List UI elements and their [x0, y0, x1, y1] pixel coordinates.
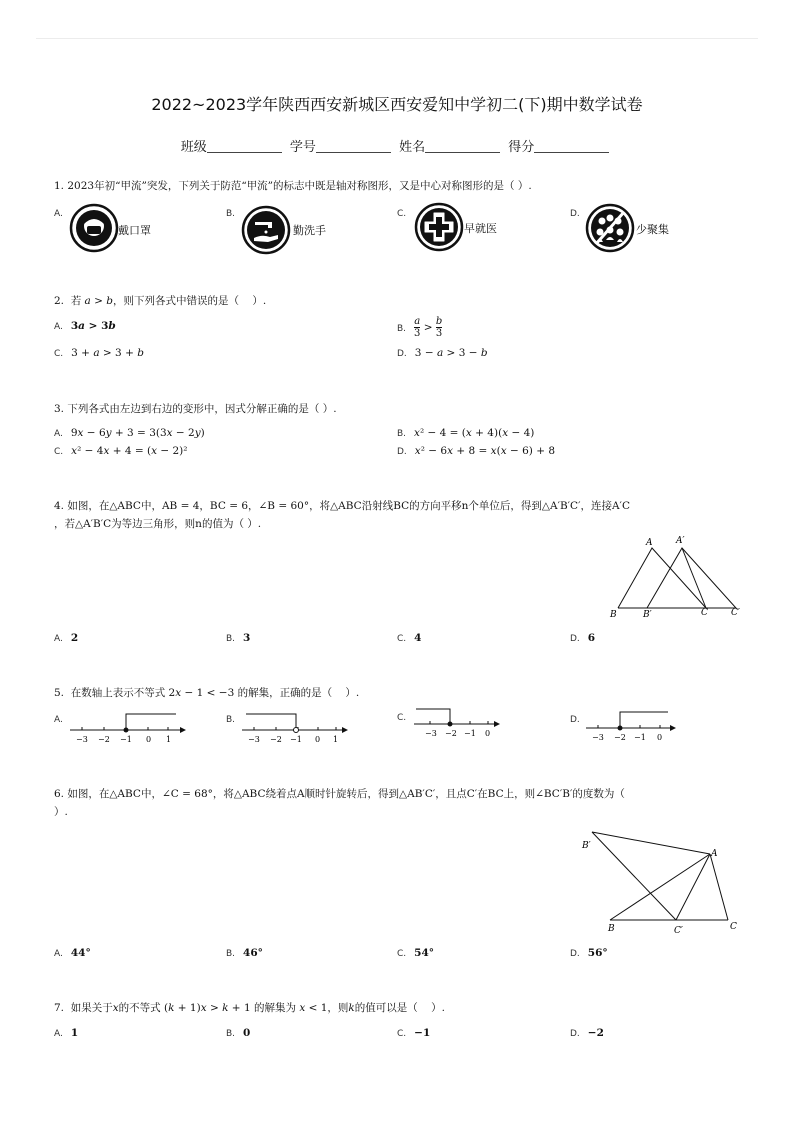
- question-3-stem: 3. 下列各式由左边到右边的变形中，因式分解正确的是（ ）.: [54, 403, 337, 415]
- class-label: 班级: [180, 140, 207, 155]
- number-blank[interactable]: [316, 152, 391, 153]
- option-label: B.: [226, 209, 236, 219]
- point-label-c-prime: C′: [731, 608, 740, 618]
- q5-number-line-c: [414, 706, 514, 742]
- q5-number-line-b: [242, 710, 362, 746]
- question-4-stem-line2: ，若△A′B′C为等边三角形，则n的值为（ ）.: [54, 518, 262, 530]
- q4-option-d[interactable]: D. 6: [570, 632, 596, 644]
- question-2-stem: 2. 若 a > b，则下列各式中错误的是（ ）.: [54, 295, 267, 307]
- question-5-stem: 5. 在数轴上表示不等式 2x − 1 < −3 的解集，正确的是（ ）.: [54, 687, 360, 699]
- point-label-b: B: [608, 924, 615, 934]
- no-gathering-icon: [586, 204, 636, 254]
- medical-cross-icon: [415, 203, 465, 253]
- svg-text:−2: −2: [445, 729, 457, 738]
- svg-text:0: 0: [315, 735, 321, 744]
- svg-text:−3: −3: [425, 729, 437, 738]
- q1-caption-d: 少聚集: [636, 223, 669, 236]
- question-4-stem-line1: 4. 如图，在△ABC中，AB = 4，BC = 6，∠B = 60°，将△ABC沿射线BC的方向平移n个单位后，得到△A′B′C′，连接A′C: [54, 500, 630, 512]
- svg-text:−1: −1: [464, 729, 476, 738]
- q1-option-b[interactable]: [226, 207, 243, 219]
- svg-text:−3: −3: [592, 733, 604, 742]
- q3-option-b[interactable]: B. x² − 4 = (x + 4)(x − 4): [397, 427, 535, 439]
- mask-person-icon: [70, 204, 120, 254]
- svg-text:1: 1: [166, 735, 172, 744]
- q5-option-c[interactable]: C.: [397, 713, 407, 723]
- point-label-a-prime: A′: [676, 536, 685, 546]
- question-6-stem-line1: 6. 如图，在△ABC中，∠C = 68°，将△ABC绕着点A顺时针旋转后，得到△AB′C′，且点C′在BC上，则∠BC′B′的度数为（: [54, 788, 625, 800]
- svg-text:−1: −1: [120, 735, 132, 744]
- q1-option-a[interactable]: [54, 207, 71, 219]
- q6-option-d[interactable]: D. 56°: [570, 947, 608, 959]
- point-label-c-prime: C′: [674, 926, 683, 936]
- point-label-a: A: [646, 538, 653, 548]
- q2-option-c[interactable]: C. 3 + a > 3 + b: [54, 347, 144, 359]
- svg-text:1: 1: [333, 735, 339, 744]
- header-rule: [36, 38, 758, 39]
- class-blank[interactable]: [207, 152, 282, 153]
- option-label: C.: [397, 209, 407, 219]
- point-label-b: B: [610, 610, 617, 620]
- q6-option-a[interactable]: A. 44°: [54, 947, 91, 959]
- student-info-row: [0, 136, 794, 155]
- hand-washing-icon: [242, 206, 292, 256]
- q3-option-a[interactable]: A. 9x − 6y + 3 = 3(3x − 2y): [54, 427, 205, 439]
- q1-caption-a: 戴口罩: [118, 224, 151, 237]
- svg-text:−1: −1: [290, 735, 302, 744]
- score-label: 得分: [508, 140, 535, 155]
- q2-option-d[interactable]: D. 3 − a > 3 − b: [397, 347, 488, 359]
- q6-rotation-figure: [580, 822, 750, 937]
- point-label-c: C: [730, 922, 737, 932]
- q7-option-c[interactable]: C. −1: [397, 1027, 431, 1039]
- option-label: A.: [54, 209, 63, 219]
- q3-option-c[interactable]: C. x² − 4x + 4 = (x − 2)²: [54, 445, 188, 457]
- point-label-c: C: [701, 608, 708, 618]
- q3-option-d[interactable]: D. x² − 6x + 8 = x(x − 6) + 8: [397, 445, 556, 457]
- q7-option-d[interactable]: D. −2: [570, 1027, 604, 1039]
- question-6-stem-line2: ）.: [54, 806, 68, 818]
- svg-text:−2: −2: [614, 733, 626, 742]
- point-label-b-prime: B′: [582, 841, 591, 851]
- svg-text:0: 0: [485, 729, 491, 738]
- svg-text:−3: −3: [76, 735, 88, 744]
- point-label-b-prime: B′: [643, 610, 652, 620]
- svg-text:0: 0: [146, 735, 152, 744]
- name-blank[interactable]: [425, 152, 500, 153]
- q5-option-d[interactable]: D.: [570, 715, 580, 725]
- q1-caption-c: 早就医: [464, 222, 497, 235]
- score-blank[interactable]: [534, 152, 609, 153]
- q7-option-a[interactable]: A. 1: [54, 1027, 79, 1039]
- q6-option-c[interactable]: C. 54°: [397, 947, 435, 959]
- q2-option-a[interactable]: A. 3a > 3b: [54, 320, 116, 332]
- svg-text:−2: −2: [270, 735, 282, 744]
- question-1-stem: 1. 2023年初“甲流”突发，下列关于防范“甲流”的标志中既是轴对称图形，又是中心对称图形的是（ ）.: [54, 180, 532, 192]
- svg-text:−2: −2: [98, 735, 110, 744]
- q1-option-c[interactable]: [397, 207, 414, 219]
- q4-translation-figure: [600, 535, 750, 625]
- svg-text:−3: −3: [248, 735, 260, 744]
- number-label: 学号: [289, 140, 316, 155]
- q4-option-b[interactable]: B. 3: [226, 632, 251, 644]
- q2-option-b[interactable]: B. $\frac{a}{3}$ > $\frac{b}{3}$: [397, 316, 443, 339]
- name-label: 姓名: [399, 140, 426, 155]
- q5-option-b[interactable]: B.: [226, 715, 236, 725]
- question-7-stem: 7. 如果关于x的不等式 (k + 1)x > k + 1 的解集为 x < 1，则k的值可以是（ ）.: [54, 1002, 445, 1014]
- point-label-a: A: [711, 849, 718, 859]
- q6-option-b[interactable]: B. 46°: [226, 947, 263, 959]
- q4-option-c[interactable]: C. 4: [397, 632, 422, 644]
- option-label: D.: [570, 209, 580, 219]
- q5-number-line-d: [586, 709, 686, 745]
- q1-caption-b: 勤洗手: [293, 224, 326, 237]
- q5-option-a[interactable]: A.: [54, 715, 63, 725]
- svg-text:−1: −1: [634, 733, 646, 742]
- q7-option-b[interactable]: B. 0: [226, 1027, 251, 1039]
- page-title: 2022~2023学年陕西西安新城区西安爱知中学初二(下)期中数学试卷: [151, 95, 643, 114]
- q4-option-a[interactable]: A. 2: [54, 632, 79, 644]
- svg-text:0: 0: [657, 733, 663, 742]
- q5-number-line-a: [70, 710, 190, 746]
